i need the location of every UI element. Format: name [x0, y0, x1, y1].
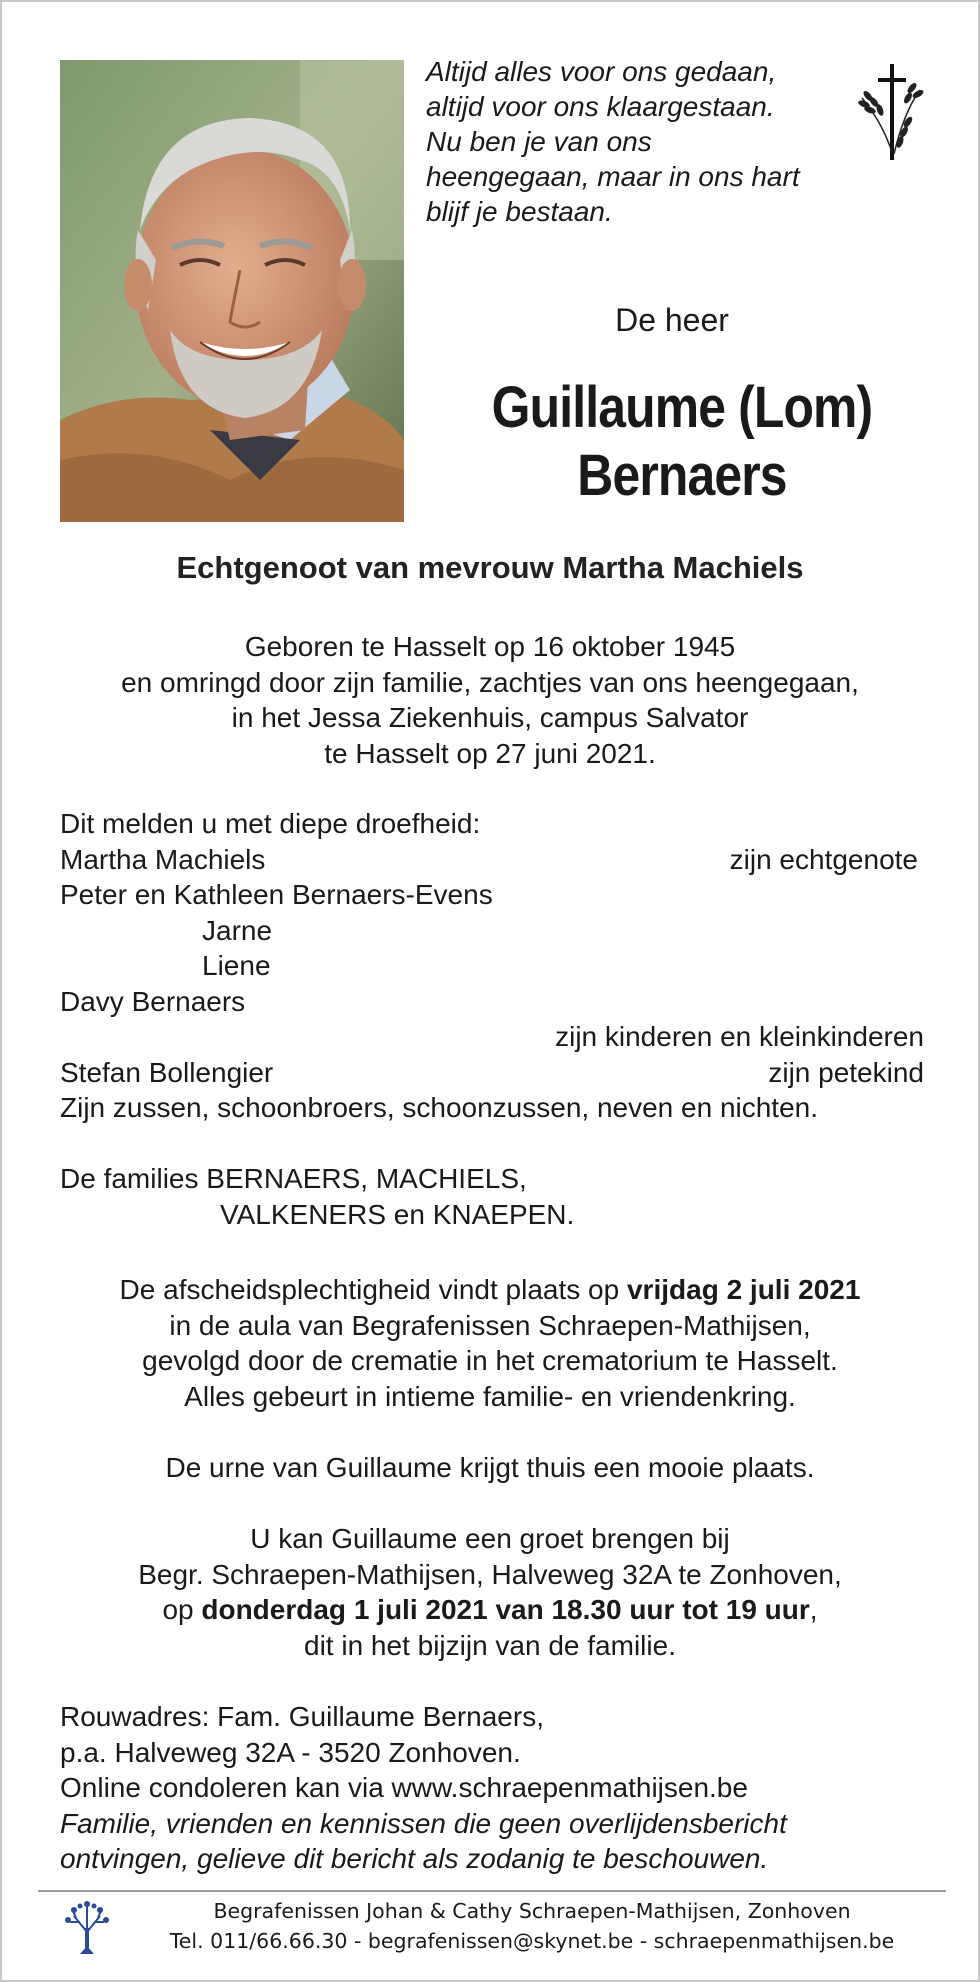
- families-line: VALKENERS en KNAEPEN.: [220, 1198, 575, 1230]
- notice-line: Familie, vrienden en kennissen die geen overlijdensbericht: [60, 1807, 787, 1839]
- honorific-title: De heer: [615, 302, 729, 338]
- family-announcement: [60, 806, 924, 1232]
- poem-line: Nu ben je van ons: [426, 126, 652, 157]
- spacer: [60, 1126, 920, 1162]
- spouse-line: Echtgenoot van mevrouw Martha Machiels: [176, 550, 804, 585]
- ceremony-line: [2, 1272, 978, 1308]
- visit-line: Begr. Schraepen-Mathijsen, Halveweg 32A te Zonhoven,: [138, 1558, 842, 1590]
- family-member: Stefan Bollengier: [60, 1056, 274, 1088]
- family-role: zijn petekind: [768, 1056, 924, 1088]
- family-role: zijn echtgenote: [729, 843, 918, 875]
- family-member: Davy Bernaers: [60, 985, 246, 1017]
- visit-line: [2, 1592, 978, 1628]
- family-row: [60, 1019, 924, 1055]
- poem-line: altijd voor ons klaargestaan.: [426, 91, 775, 122]
- grandchild: Liene: [202, 950, 271, 981]
- address-line: p.a. Halveweg 32A - 3520 Zonhoven.: [60, 1736, 521, 1768]
- memorial-poem: [426, 54, 866, 229]
- cross-with-wheat-icon: [854, 62, 930, 162]
- ceremony-date: vrijdag 2 juli 2021: [626, 1274, 861, 1305]
- visit-text: op: [162, 1594, 202, 1625]
- visitation-details: [2, 1521, 978, 1663]
- urn-note: De urne van Guillaume krijgt thuis een mooie plaats.: [165, 1452, 815, 1483]
- grandchild: Jarne: [202, 914, 273, 946]
- ceremony-line: Alles gebeurt in intieme familie- en vriendenkring.: [184, 1380, 796, 1412]
- notice-line: ontvingen, gelieve dit bericht als zodanig te beschouwen.: [60, 1843, 769, 1874]
- visit-line: U kan Guillaume een groet brengen bij: [250, 1523, 730, 1554]
- condolence-link[interactable]: Online condoleren kan via www.schraepenmathijsen.be: [60, 1772, 748, 1803]
- poem-line: Altijd alles voor ons gedaan,: [426, 56, 777, 87]
- funeral-home-footer: [122, 1896, 942, 1956]
- name-line: Guillaume (Lom): [491, 375, 873, 440]
- ceremony-line: in de aula van Begrafenissen Schraepen-Mathijsen,: [169, 1309, 811, 1341]
- footer-divider: [38, 1890, 946, 1892]
- ceremony-details: [2, 1272, 978, 1414]
- family-row: [60, 1055, 924, 1091]
- family-member: Martha Machiels: [60, 843, 266, 875]
- name-line: Bernaers: [577, 443, 787, 508]
- visit-datetime: donderdag 1 juli 2021 van 18.30 uur tot 19 uur: [201, 1594, 810, 1625]
- family-row: [60, 842, 920, 878]
- deceased-name: [458, 374, 905, 510]
- mourning-address: [60, 1699, 920, 1877]
- footer-line: Begrafenissen Johan & Cathy Schraepen-Mathijsen, Zonhoven: [213, 1899, 851, 1923]
- ceremony-text: De afscheidsplechtigheid vindt plaats op: [119, 1274, 627, 1305]
- detail-line: te Hasselt op 27 juni 2021.: [324, 737, 656, 769]
- footer-contact[interactable]: Tel. 011/66.66.30 - begrafenissen@skynet.be - schraepenmathijsen.be: [169, 1929, 895, 1953]
- detail-line: Geboren te Hasselt op 16 oktober 1945: [244, 631, 736, 662]
- poem-line: heengegaan, maar in ons hart: [426, 161, 800, 192]
- portrait-illustration: [60, 60, 404, 522]
- family-member: Zijn zussen, schoonbroers, schoonzussen, neven en nichten.: [60, 1092, 819, 1123]
- poem-line: blijf je bestaan.: [426, 196, 613, 227]
- family-role: zijn kinderen en kleinkinderen: [555, 1021, 924, 1052]
- tree-logo-icon: [62, 1898, 112, 1956]
- visit-line: dit in het bijzijn van de familie.: [304, 1629, 676, 1661]
- announce-intro: Dit melden u met diepe droefheid:: [60, 808, 481, 839]
- family-member: Peter en Kathleen Bernaers-Evens: [60, 879, 493, 910]
- portrait-photo: [60, 60, 404, 522]
- families-line: De families BERNAERS, MACHIELS,: [60, 1163, 527, 1194]
- detail-line: in het Jessa Ziekenhuis, campus Salvator: [231, 702, 749, 733]
- birth-death-details: [2, 629, 978, 771]
- visit-text: ,: [809, 1594, 818, 1625]
- ceremony-line: gevolgd door de crematie in het crematorium te Hasselt.: [142, 1345, 838, 1376]
- detail-line: en omringd door zijn familie, zachtjes van ons heengegaan,: [121, 666, 859, 698]
- address-line: Rouwadres: Fam. Guillaume Bernaers,: [60, 1701, 544, 1732]
